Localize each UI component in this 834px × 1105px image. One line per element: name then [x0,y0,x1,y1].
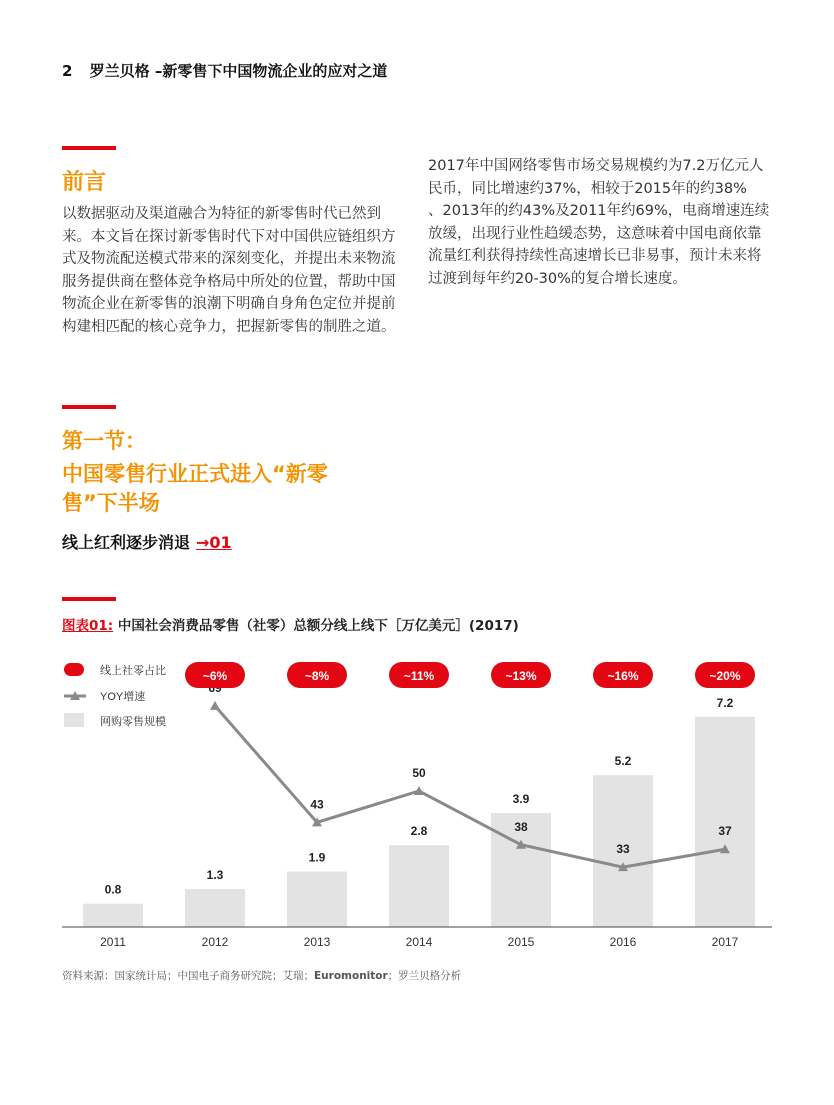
source-prefix: 资料来源：国家统计局；中国电子商务研究院；艾瑞； [62,970,314,982]
legend-label-online: 网购零售规模 [100,716,166,728]
preface-left-line: 以数据驱动及渠道融合为特征的新零售时代已然到 [62,206,381,222]
preface-right-line: 、2013年的约43%及2011年约69%，电商增速连续 [428,203,770,219]
yoy-value-label: 37 [718,824,732,839]
preface-right-line: 过渡到每年约20-30%的复合增长速度。 [428,270,687,287]
preface-heading: 前言 [62,170,107,195]
x-tick-label: 2011 [100,935,126,949]
bar-value-label: 1.9 [308,850,326,865]
bar-value-label: 2.8 [410,824,428,839]
share-badge-label: ~11% [403,669,435,683]
yoy-value-label: 50 [412,766,426,780]
section-title-line: 中国零售行业正式进入“新零 [62,462,328,486]
section-label: 第一节： [62,429,146,453]
x-tick-label: 2014 [405,935,433,949]
section-title-line: 售”下半场 [62,491,160,515]
yoy-value-label: 33 [616,842,630,857]
x-tick-label: 2015 [507,935,535,949]
share-badge-label: ~16% [607,669,639,683]
legend-marker-online [64,713,84,727]
chart-legend [64,663,166,728]
source-suffix: ；罗兰贝格分析 [387,970,462,982]
bar-2014 [389,845,449,927]
x-tick-label: 2013 [303,935,331,949]
preface-left-line: 服务提供商在整体竞争格局中所处的位置，帮助中国 [62,273,396,290]
bar-2013 [287,872,347,927]
legend-label-yoy: YOY增速 [100,691,146,703]
yoy-value-label: 38 [514,819,528,834]
bar-value-label: 7.2 [716,695,734,710]
x-tick-label: 2017 [711,935,739,949]
bar-2017 [695,717,755,927]
preface-right-line: 2017年中国网络零售市场交易规模约为7.2万亿元人 [428,158,764,174]
yoy-value-label: 43 [310,797,324,812]
yoy-point [414,786,424,795]
preface-right-line: 流量红利获得持续性高速增长已非易事，预计未来将 [428,248,762,264]
x-tick-label: 2016 [609,935,637,949]
legend-marker-share [64,663,84,676]
bar-value-label: 3.9 [512,792,530,807]
document-title: 罗兰贝格 –新零售下中国物流企业的应对之道 [89,62,388,80]
preface-right-line: 民币，同比增速约37%，相较于2015年的约38% [428,180,747,197]
bar-2012 [185,889,245,927]
x-tick-label: 2012 [201,935,229,949]
yoy-point [210,701,220,710]
legend-label-share: 线上社零占比 [100,665,166,677]
source-euromonitor: Euromonitor [314,970,388,982]
bar-value-label: 5.2 [614,754,632,769]
preface-left-line: 构建相匹配的核心竞争力，把握新零售的制胜之道。 [62,318,396,335]
bar-value-label: 0.8 [104,882,122,897]
share-badge-label: ~6% [202,669,228,683]
share-badge-label: ~8% [304,669,330,683]
preface-left-line: 来。本文旨在探讨新零售时代下对中国供应链组织方 [62,228,396,245]
figure-title-text: 中国社会消费品零售（社零）总额分线上线下［万亿美元］(2017) [113,618,519,634]
subheading-text: 线上红利逐步消退 [62,533,191,552]
preface-left-line: 式及物流配送模式带来的深刻变化，并提出未来物流 [62,251,396,267]
preface-left-line: 物流企业在新零售的浪潮下明确自身角色定位并提前 [62,296,396,312]
source-note [62,968,461,983]
share-badge-label: ~13% [505,669,537,683]
bar-value-label: 1.3 [206,868,224,883]
figure-reference-link[interactable]: →01 [196,533,232,552]
bar-2011 [83,904,143,927]
share-badge-label: ~20% [709,669,741,683]
page-number: 2 [62,62,73,80]
preface-right-line: 放缓，出现行业性趋缓态势，这意味着中国电商依靠 [428,225,762,242]
figure-label: 图表01: [62,618,114,634]
